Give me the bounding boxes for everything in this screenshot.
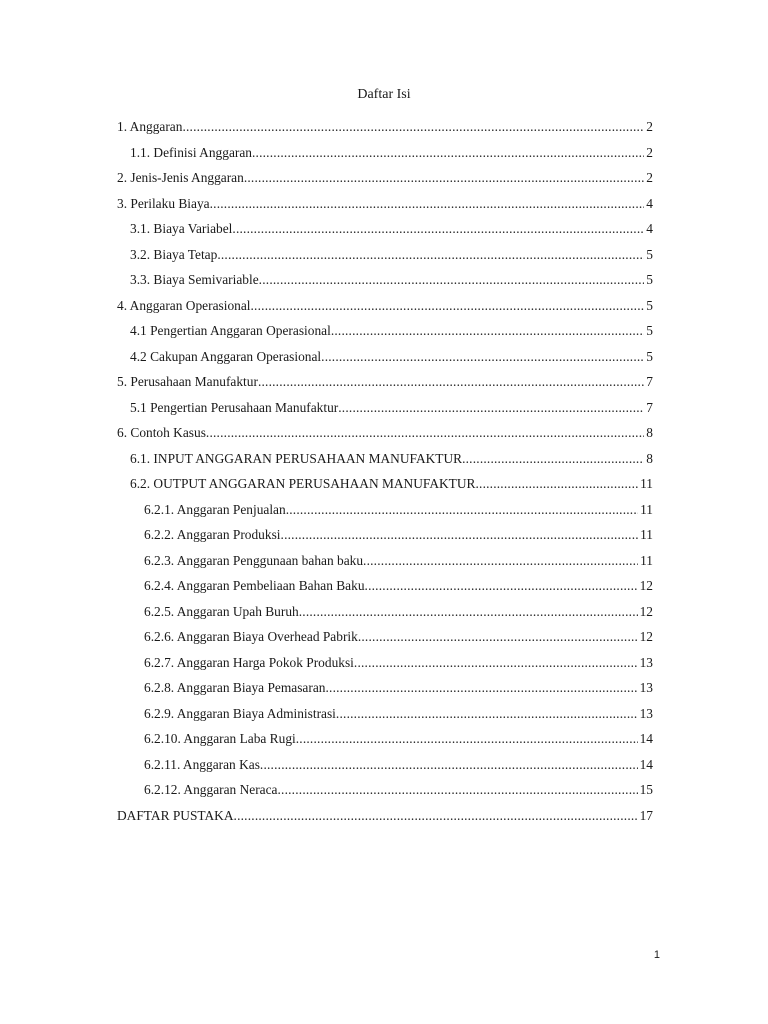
- toc-entry-page[interactable]: 14: [639, 731, 653, 746]
- toc-dot-leader: [252, 144, 644, 162]
- page-number: 1: [653, 949, 660, 961]
- toc-entry[interactable]: [117, 807, 653, 833]
- toc-entry-page[interactable]: 5: [646, 323, 653, 338]
- toc-entry-label[interactable]: 6.1. INPUT ANGGARAN PERUSAHAAN MANUFAKTUR: [130, 450, 463, 466]
- toc-entry-page[interactable]: 12: [639, 578, 653, 593]
- toc-entry-label[interactable]: 6.2.5. Anggaran Upah Buruh: [144, 603, 299, 619]
- toc-entry-page[interactable]: 12: [639, 629, 653, 644]
- toc-entry[interactable]: [117, 220, 653, 246]
- toc-dot-leader: [296, 730, 638, 748]
- toc-entry[interactable]: [117, 297, 653, 323]
- toc-entry-label[interactable]: 6.2.12. Anggaran Neraca: [144, 782, 278, 797]
- toc-dot-leader: [260, 756, 638, 774]
- toc-entry-page[interactable]: 4: [646, 221, 653, 236]
- toc-entry[interactable]: [117, 705, 653, 731]
- toc-dot-leader: [363, 552, 638, 570]
- toc-entry-label[interactable]: 4.2 Cakupan Anggaran Operasional: [130, 348, 322, 364]
- toc-dot-leader: [281, 526, 639, 544]
- toc-entry-label[interactable]: 3.3. Biaya Semivariable: [130, 272, 259, 287]
- toc-entry[interactable]: [117, 450, 653, 476]
- toc-entry-page[interactable]: 2: [646, 119, 653, 134]
- toc-dot-leader: [365, 577, 638, 595]
- toc-entry[interactable]: [117, 552, 653, 578]
- toc-dot-leader: [321, 348, 644, 366]
- toc-entry-label[interactable]: 4. Anggaran Operasional: [117, 297, 251, 313]
- toc-entry-page[interactable]: 14: [639, 756, 653, 772]
- toc-entry-page[interactable]: 12: [639, 603, 653, 619]
- toc-dot-leader: [354, 654, 638, 672]
- toc-entry[interactable]: [117, 169, 653, 195]
- toc-dot-leader: [182, 118, 644, 136]
- toc-dot-leader: [206, 424, 644, 442]
- toc-entry[interactable]: [117, 654, 653, 680]
- toc-entry[interactable]: [117, 246, 653, 272]
- toc-entry-label[interactable]: 6.2.7. Anggaran Harga Pokok Produksi: [144, 654, 354, 670]
- toc-entry-page[interactable]: 5: [646, 272, 653, 287]
- toc-entry-label[interactable]: 5. Perusahaan Manufaktur: [117, 374, 258, 389]
- toc-entry-label[interactable]: 3.1. Biaya Variabel: [130, 221, 233, 236]
- toc-dot-leader: [251, 297, 645, 315]
- toc-entry-page[interactable]: 15: [639, 782, 653, 797]
- toc-entry[interactable]: [117, 603, 653, 629]
- toc-dot-leader: [277, 781, 637, 799]
- toc-entry[interactable]: [117, 730, 653, 756]
- toc-entry-label[interactable]: 6.2.10. Anggaran Laba Rugi: [144, 731, 296, 746]
- toc-dot-leader: [299, 603, 638, 621]
- toc-entry-label[interactable]: 6.2. OUTPUT ANGGARAN PERUSAHAAN MANUFAKTUR: [130, 476, 476, 491]
- toc-entry-label[interactable]: 1. Anggaran: [117, 119, 183, 134]
- toc-entry-label[interactable]: 6.2.3. Anggaran Penggunaan bahan baku: [144, 552, 364, 568]
- toc-dot-leader: [232, 220, 644, 238]
- toc-entry-page[interactable]: 5: [646, 246, 653, 262]
- toc-dot-leader: [331, 322, 644, 340]
- toc-entry[interactable]: [117, 424, 653, 450]
- page-title: Daftar Isi: [357, 87, 411, 102]
- toc-entry-label[interactable]: 6. Contoh Kasus: [117, 425, 206, 440]
- toc-dot-leader: [462, 450, 644, 468]
- toc-entry-page[interactable]: 13: [639, 680, 653, 695]
- toc-entry[interactable]: [117, 118, 653, 144]
- toc-entry-page[interactable]: 5: [646, 348, 653, 364]
- toc-entry[interactable]: [117, 501, 653, 527]
- toc-entry-page[interactable]: 7: [646, 399, 653, 415]
- toc-entry-page[interactable]: 11: [640, 527, 653, 542]
- toc-dot-leader: [244, 169, 644, 187]
- toc-entry[interactable]: [117, 628, 653, 654]
- toc-entry-page[interactable]: 13: [639, 654, 653, 670]
- toc-entry-label[interactable]: 3. Perilaku Biaya: [117, 195, 210, 211]
- toc-entry-page[interactable]: 8: [646, 425, 653, 440]
- toc-entry-label[interactable]: 4.1 Pengertian Anggaran Operasional: [130, 323, 331, 338]
- toc-entry[interactable]: [117, 756, 653, 782]
- toc-dot-leader: [210, 195, 645, 213]
- toc-entry-label[interactable]: 6.2.6. Anggaran Biaya Overhead Pabrik: [144, 629, 358, 644]
- toc-entry-label[interactable]: 5.1 Pengertian Perusahaan Manufaktur: [130, 399, 339, 415]
- toc-entry[interactable]: [117, 399, 653, 425]
- toc-entry-page[interactable]: 4: [646, 195, 653, 211]
- toc-entry[interactable]: [117, 373, 653, 399]
- toc-dot-leader: [325, 679, 637, 697]
- toc-entry-label[interactable]: 6.2.2. Anggaran Produksi: [144, 527, 281, 542]
- toc-entry[interactable]: [117, 322, 653, 348]
- toc-entry[interactable]: [117, 195, 653, 221]
- toc-dot-leader: [259, 271, 645, 289]
- toc-dot-leader: [258, 373, 644, 391]
- toc-entry-label[interactable]: 1.1. Definisi Anggaran: [130, 144, 252, 160]
- toc-entry[interactable]: [117, 475, 653, 501]
- toc-dot-leader: [338, 399, 644, 417]
- toc-dot-leader: [336, 705, 638, 723]
- toc-entry-page[interactable]: 11: [640, 476, 653, 491]
- toc-entry[interactable]: [117, 781, 653, 807]
- toc-entry[interactable]: [117, 679, 653, 705]
- toc-entry-label[interactable]: DAFTAR PUSTAKA: [117, 807, 234, 823]
- toc-entry-page[interactable]: 2: [646, 170, 653, 185]
- toc-dot-leader: [217, 246, 644, 264]
- toc-entry-label[interactable]: 6.2.8. Anggaran Biaya Pemasaran: [144, 680, 326, 695]
- toc-entry-label[interactable]: 6.2.1. Anggaran Penjualan: [144, 501, 286, 517]
- toc-dot-leader: [286, 501, 638, 519]
- table-of-contents: [117, 118, 653, 832]
- toc-entry-page[interactable]: 5: [646, 297, 653, 313]
- toc-entry-label[interactable]: 2. Jenis-Jenis Anggaran: [117, 170, 244, 185]
- toc-entry-page[interactable]: 13: [639, 705, 653, 721]
- toc-entry[interactable]: [117, 577, 653, 603]
- toc-entry-label[interactable]: 3.2. Biaya Tetap: [130, 246, 218, 262]
- toc-entry[interactable]: [117, 144, 653, 170]
- toc-entry-page[interactable]: 11: [640, 552, 653, 568]
- toc-entry-label[interactable]: 6.2.4. Anggaran Pembeliaan Bahan Baku: [144, 578, 365, 593]
- toc-entry-page[interactable]: 2: [646, 144, 653, 160]
- toc-entry-label[interactable]: 6.2.11. Anggaran Kas: [144, 756, 260, 772]
- toc-entry[interactable]: [117, 348, 653, 374]
- toc-entry-page[interactable]: 7: [646, 374, 653, 389]
- toc-dot-leader: [358, 628, 638, 646]
- toc-entry-page[interactable]: 8: [646, 450, 653, 466]
- toc-entry[interactable]: [117, 271, 653, 297]
- toc-entry-page[interactable]: 11: [640, 501, 653, 517]
- toc-entry-page[interactable]: 17: [639, 807, 653, 823]
- toc-dot-leader: [234, 807, 638, 825]
- toc-entry[interactable]: [117, 526, 653, 552]
- toc-dot-leader: [475, 475, 638, 493]
- toc-entry-label[interactable]: 6.2.9. Anggaran Biaya Administrasi: [144, 705, 336, 721]
